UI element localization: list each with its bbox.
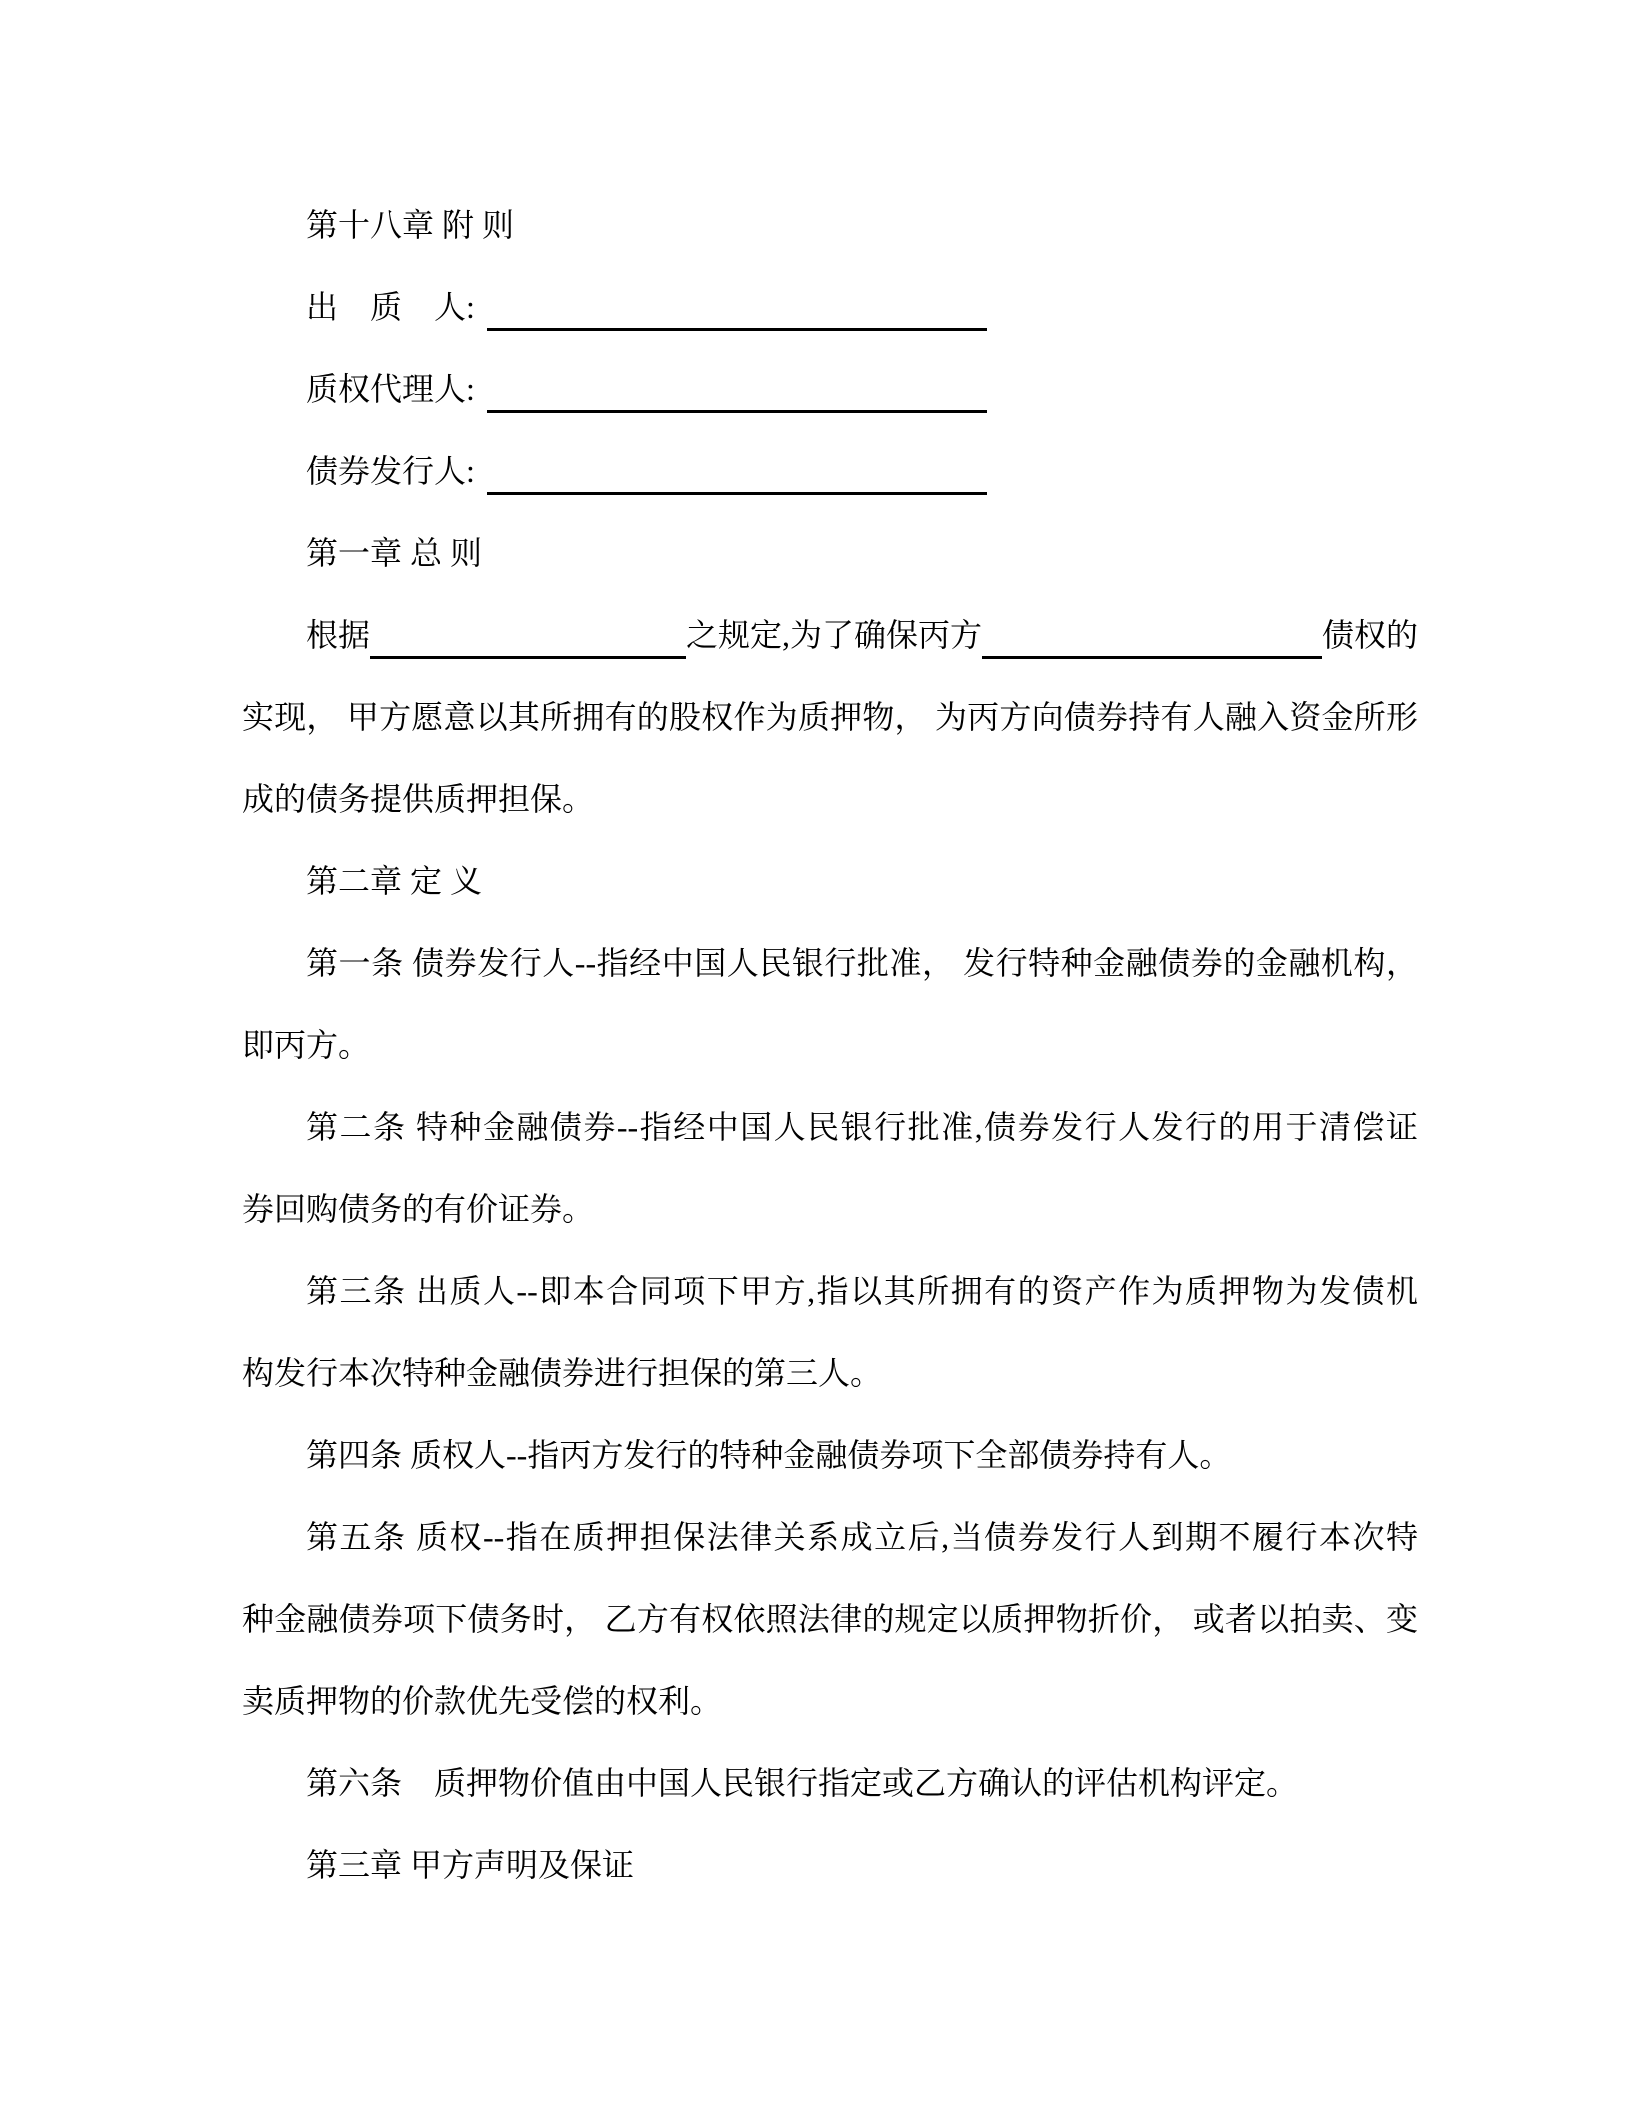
body-line: 卖质押物的价款优先受偿的权利。 <box>242 1683 723 1719</box>
blank-underline <box>370 594 686 659</box>
chapter-1-heading: 第一章 总 则 <box>306 535 483 571</box>
article-4-line: 第四条 质权人--指丙方发行的特种金融债券项下全部债券持有人。 <box>306 1437 1232 1473</box>
body-line: 种金融债券项下债务时， 乙方有权依照法律的规定以质押物折价， 或者以拍卖、变 <box>242 1601 1418 1637</box>
body-line: 构发行本次特种金融债券进行担保的第三人。 <box>242 1355 883 1391</box>
line-text-segment: 之规定,为了确保丙方 <box>686 617 983 653</box>
basis-blanks-line <box>242 594 1418 676</box>
article-3-line: 第三条 出质人--即本合同项下甲方,指以其所拥有的资产作为质押物为发债机 <box>306 1273 1418 1309</box>
line-text-segment: 债权的 <box>1322 617 1419 653</box>
fill-line-label: 债券发行人: <box>306 453 475 489</box>
pledgor-fill-line <box>242 266 1418 348</box>
article-2-line: 第二条 特种金融债券--指经中国人民银行批准,债券发行人发行的用于清偿证 <box>306 1109 1418 1145</box>
body-line: 券回购债务的有价证券。 <box>242 1191 595 1227</box>
body-line: 实现， 甲方愿意以其所拥有的股权作为质押物， 为丙方向债券持有人融入资金所形 <box>242 699 1418 735</box>
document-page-content <box>242 184 1418 1906</box>
fill-line-label: 质权代理人: <box>306 371 475 407</box>
article-6-line: 第六条 质押物价值由中国人民银行指定或乙方确认的评估机构评定。 <box>306 1765 1299 1801</box>
fill-line-label: 出 质 人: <box>306 289 475 325</box>
blank-underline <box>982 594 1322 659</box>
body-line: 即丙方。 <box>242 1027 371 1063</box>
line-text-segment: 根据 <box>306 617 371 653</box>
article-5-line: 第五条 质权--指在质押担保法律关系成立后,当债券发行人到期不履行本次特 <box>306 1519 1418 1555</box>
blank-underline <box>487 430 987 495</box>
body-line: 成的债务提供质押担保。 <box>242 781 595 817</box>
chapter-3-heading: 第三章 甲方声明及保证 <box>306 1847 635 1883</box>
blank-underline <box>487 266 987 331</box>
blank-underline <box>487 348 987 413</box>
pledge-agent-fill-line <box>242 348 1418 430</box>
article-1-line: 第一条 债券发行人--指经中国人民银行批准， 发行特种金融债券的金融机构， <box>306 945 1418 981</box>
chapter-2-heading: 第二章 定 义 <box>306 863 483 899</box>
bond-issuer-fill-line <box>242 430 1418 512</box>
chapter-18-heading: 第十八章 附 则 <box>306 207 515 243</box>
